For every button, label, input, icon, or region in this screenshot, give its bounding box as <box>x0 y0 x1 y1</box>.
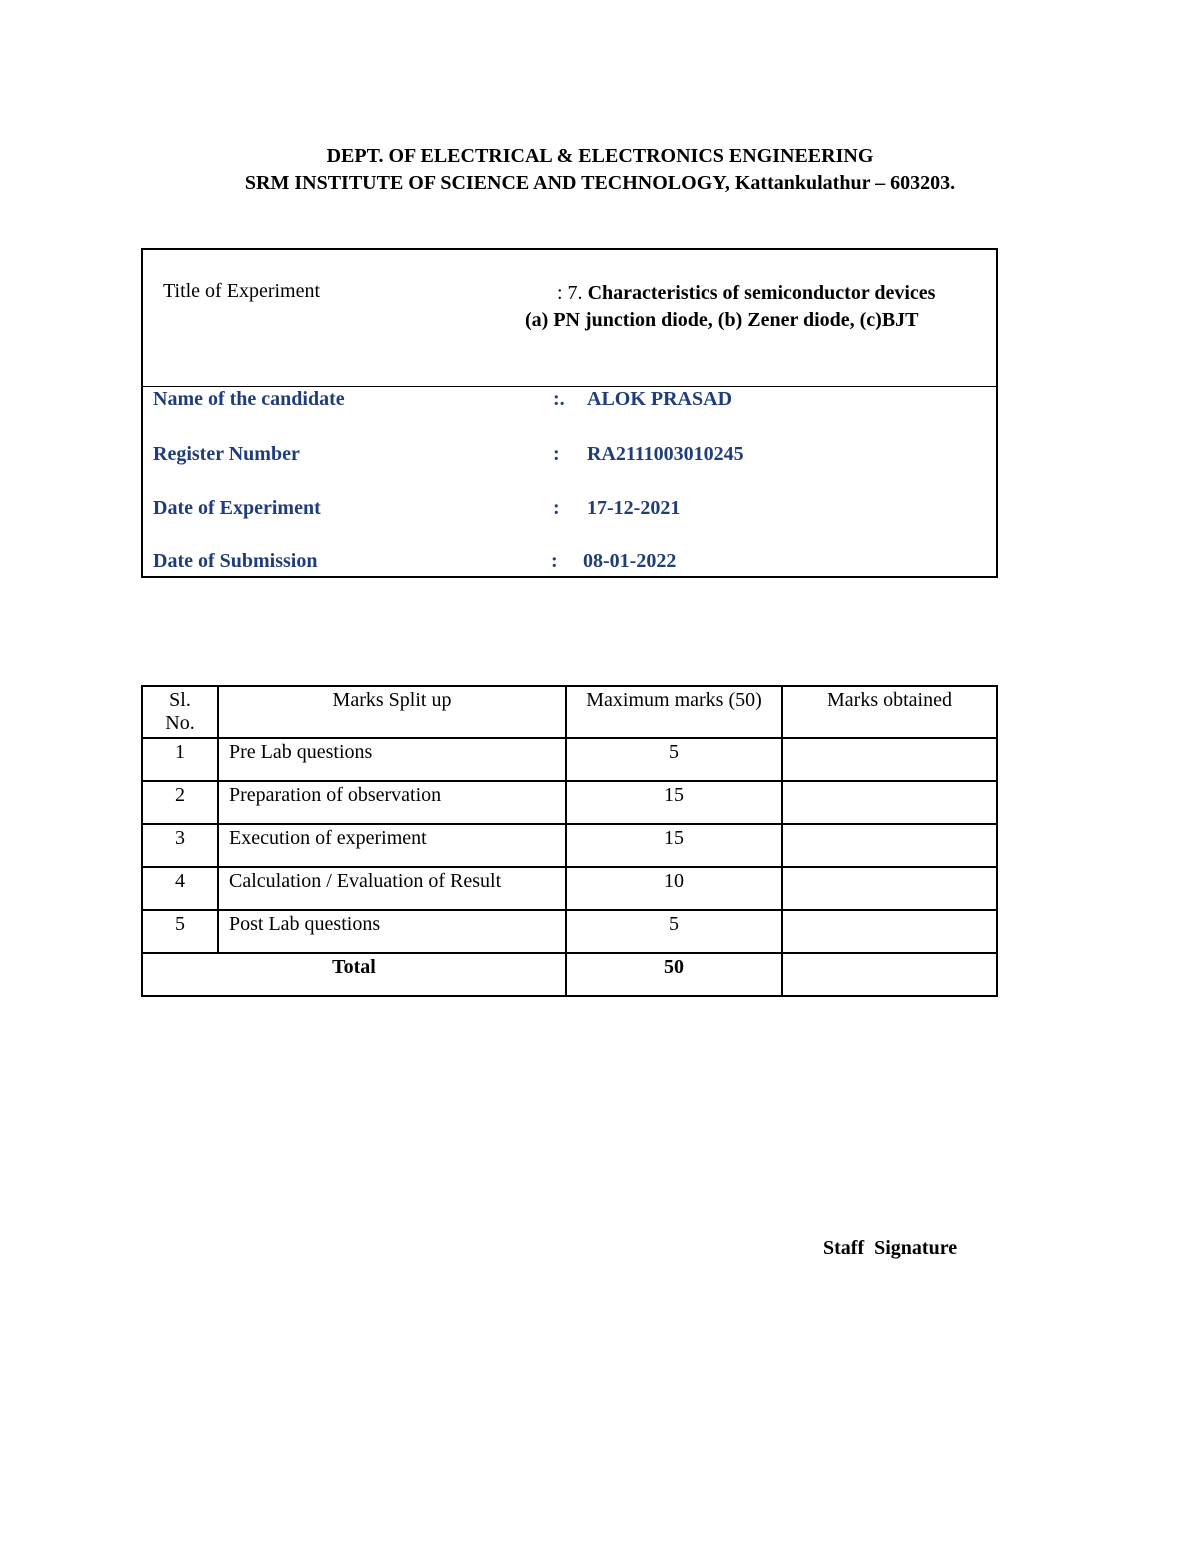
title-prefix: : 7. <box>557 282 588 304</box>
experiment-title: Characteristics of semiconductor devices (a) PN junction diode, (b) Zener diode, (c)BJT <box>525 282 936 331</box>
candidate-name-colon: :. <box>553 388 565 410</box>
table-row <box>142 910 997 953</box>
total-row <box>142 953 997 996</box>
row-sl: 1 <box>142 738 218 781</box>
register-number-row <box>143 443 996 471</box>
table-header-row <box>142 686 997 738</box>
row-max: 5 <box>566 738 782 781</box>
department-heading: DEPT. OF ELECTRICAL & ELECTRONICS ENGINEERING <box>326 145 874 167</box>
total-obtained <box>782 953 997 996</box>
experiment-info-box <box>141 248 998 578</box>
experiment-date-value: 17-12-2021 <box>587 497 681 519</box>
row-sl: 3 <box>142 824 218 867</box>
row-max: 15 <box>566 781 782 824</box>
row-item: Execution of experiment <box>218 824 566 867</box>
row-max: 15 <box>566 824 782 867</box>
submission-date-colon: : <box>551 550 558 572</box>
experiment-date-label: Date of Experiment <box>153 497 321 519</box>
header-max-marks: Maximum marks (50) <box>566 686 782 738</box>
marks-table <box>141 685 998 997</box>
candidate-name-label: Name of the candidate <box>153 388 345 410</box>
header-marks-split: Marks Split up <box>218 686 566 738</box>
candidate-name-value: ALOK PRASAD <box>587 388 733 410</box>
row-max: 10 <box>566 867 782 910</box>
header-sl-no: Sl. No. <box>142 686 218 738</box>
row-obtained <box>782 738 997 781</box>
row-obtained <box>782 910 997 953</box>
register-number-label: Register Number <box>153 443 300 465</box>
institute-heading: SRM INSTITUTE OF SCIENCE AND TECHNOLOGY, Kattankulathur – 603203. <box>244 172 956 194</box>
row-obtained <box>782 781 997 824</box>
experiment-date-colon: : <box>553 497 560 519</box>
candidate-name-row <box>143 388 996 416</box>
submission-date-value: 08-01-2022 <box>583 550 677 572</box>
row-max: 5 <box>566 910 782 953</box>
table-row <box>142 738 997 781</box>
row-sl: 5 <box>142 910 218 953</box>
row-item: Post Lab questions <box>218 910 566 953</box>
table-row <box>142 824 997 867</box>
row-obtained <box>782 824 997 867</box>
row-item: Pre Lab questions <box>218 738 566 781</box>
submission-date-label: Date of Submission <box>153 550 318 572</box>
row-sl: 4 <box>142 867 218 910</box>
row-sl: 2 <box>142 781 218 824</box>
register-number-colon: : <box>553 443 560 465</box>
total-label: Total <box>142 953 566 996</box>
total-value: 50 <box>566 953 782 996</box>
row-item: Preparation of observation <box>218 781 566 824</box>
title-value <box>525 280 945 334</box>
experiment-title-section <box>143 250 996 387</box>
submission-date-row <box>143 550 996 578</box>
document-header <box>0 143 1200 197</box>
row-obtained <box>782 867 997 910</box>
register-number-value: RA2111003010245 <box>587 443 744 465</box>
table-row <box>142 781 997 824</box>
table-row <box>142 867 997 910</box>
header-marks-obtained: Marks obtained <box>782 686 997 738</box>
staff-signature-label: Staff Signature <box>823 1237 958 1259</box>
row-item: Calculation / Evaluation of Result <box>218 867 566 910</box>
experiment-date-row <box>143 497 996 525</box>
title-label: Title of Experiment <box>163 280 321 302</box>
